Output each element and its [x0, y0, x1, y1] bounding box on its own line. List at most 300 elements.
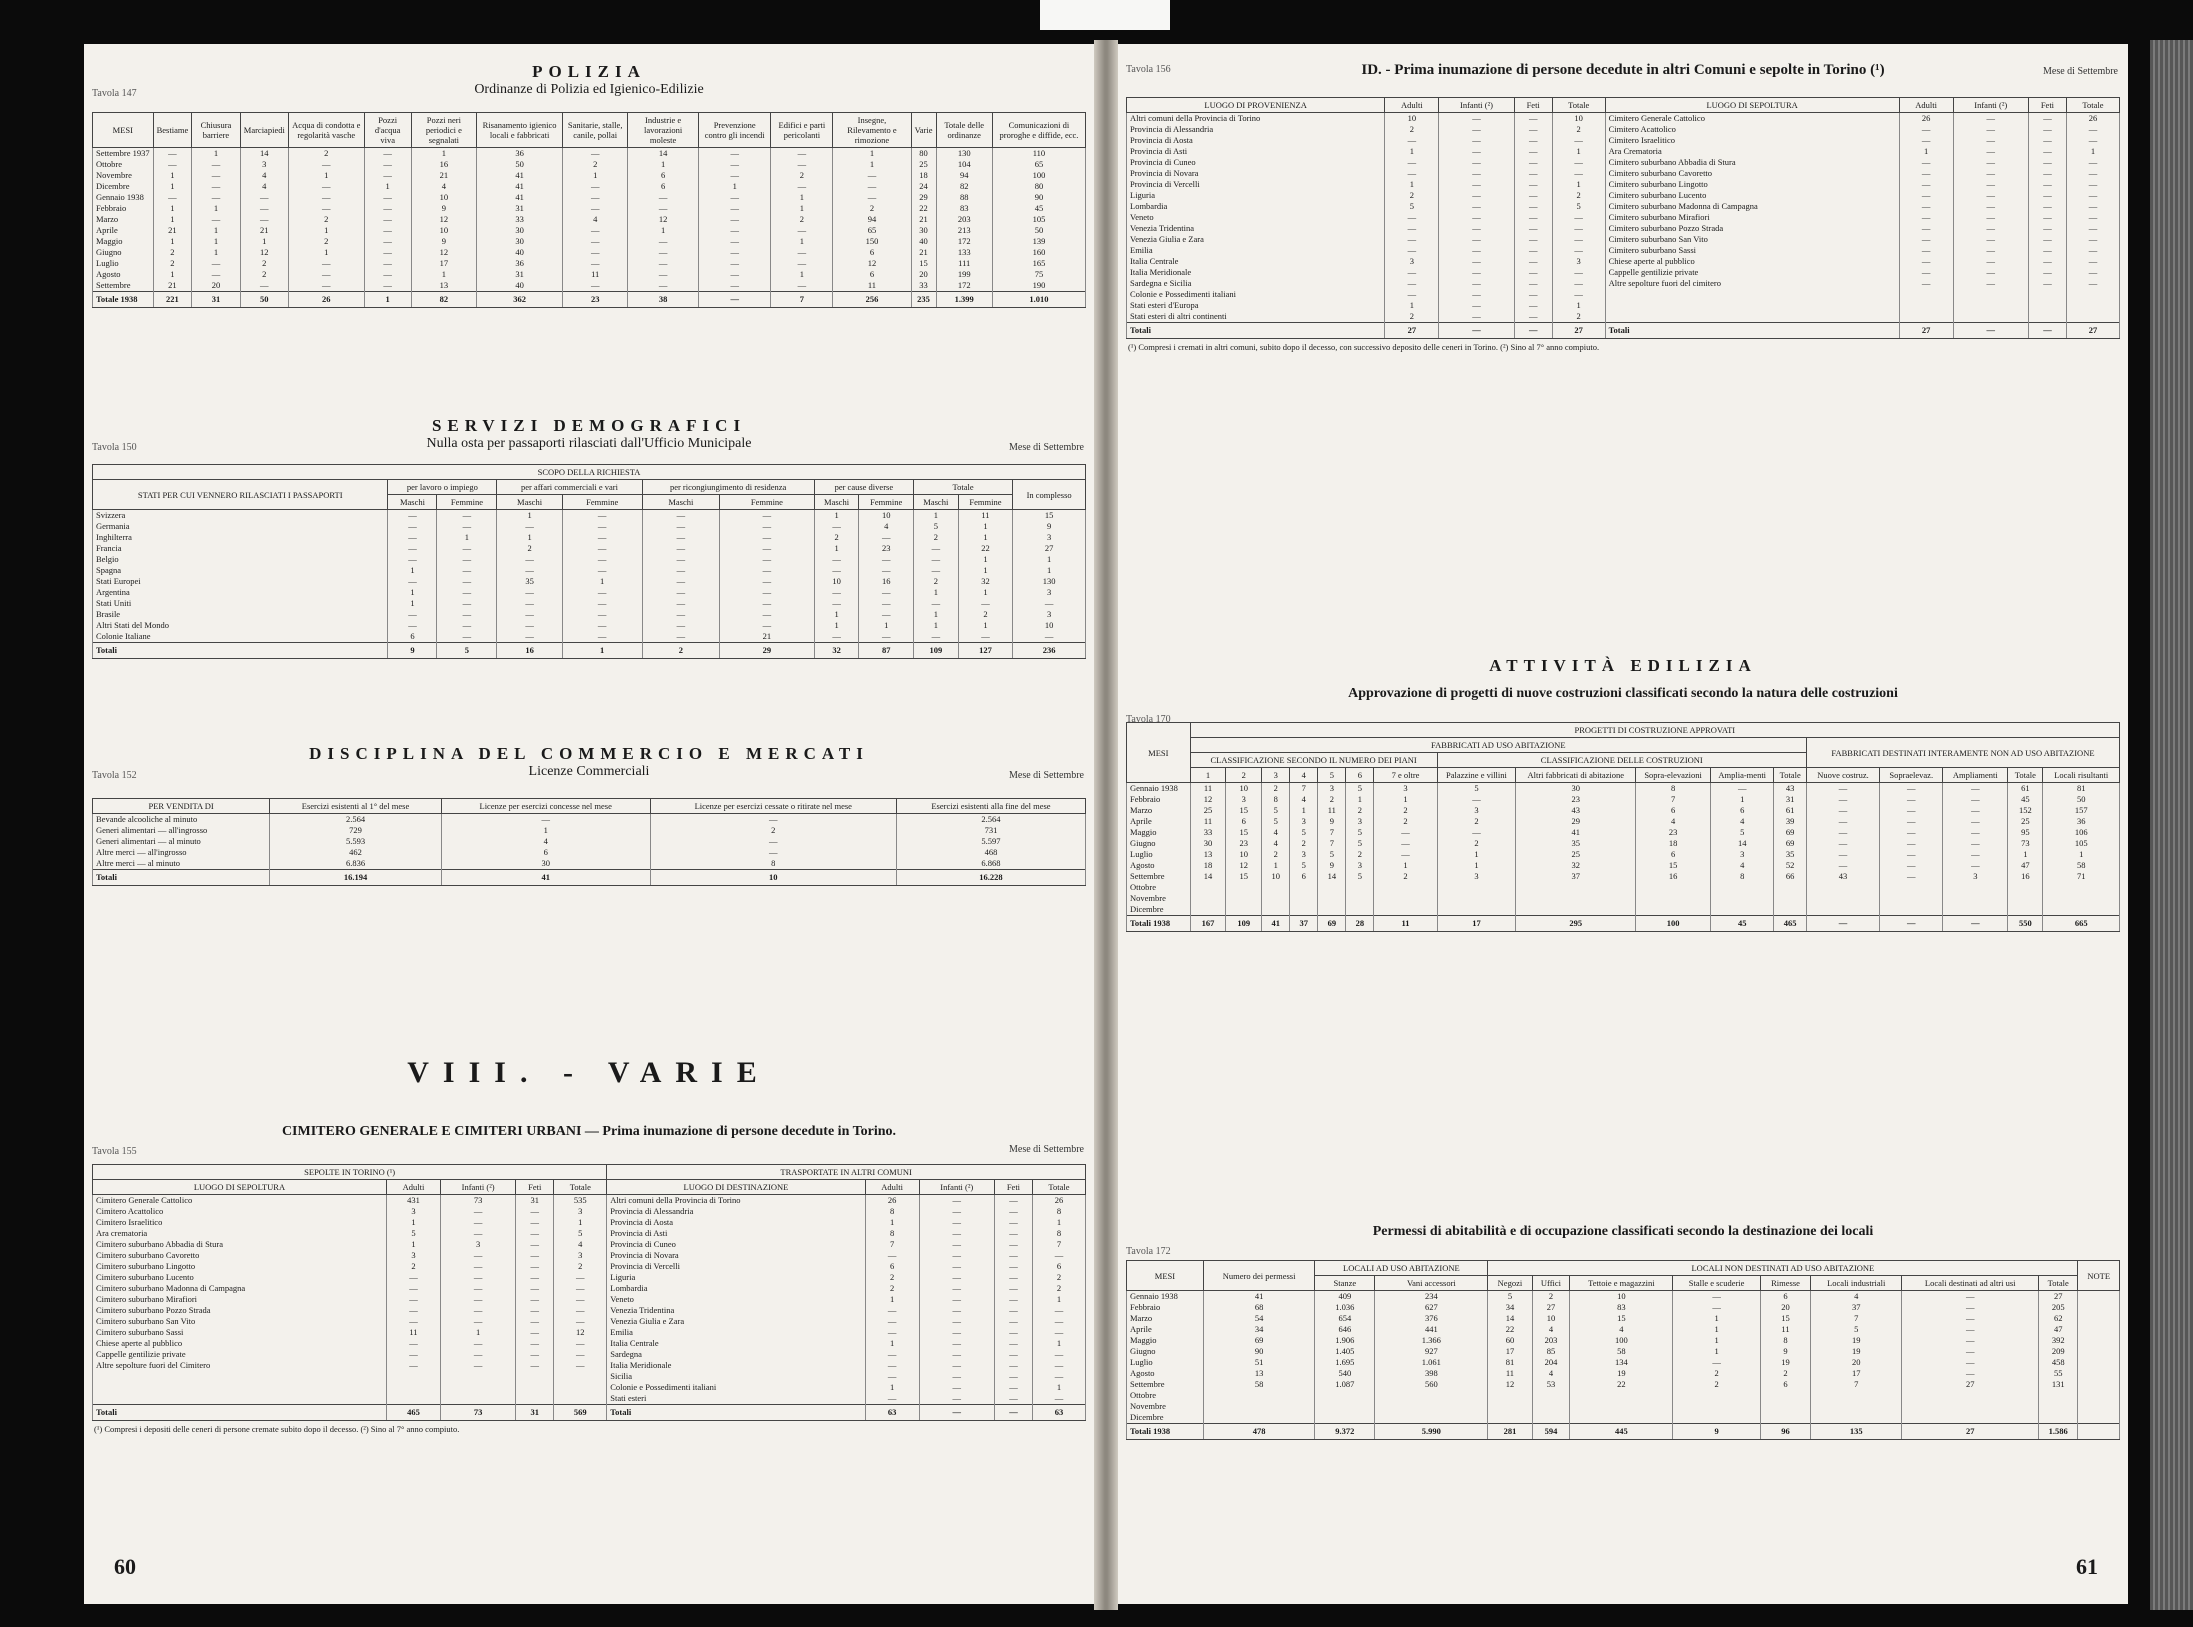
table-cell: — — [994, 1250, 1032, 1261]
table-cell: — — [1439, 157, 1514, 168]
table-cell: 1 — [1374, 860, 1437, 871]
table-row — [93, 1250, 1086, 1261]
row-label: Bevande alcooliche al minuto — [93, 814, 270, 826]
row-label: Provincia di Asti — [1127, 146, 1385, 157]
table-cell: 14 — [1488, 1313, 1532, 1324]
table-cell: — — [1673, 1357, 1761, 1368]
table-cell: — — [1899, 124, 1953, 135]
total-cell: 665 — [2043, 916, 2120, 932]
table-cell: — — [516, 1206, 554, 1217]
table-row — [93, 587, 1086, 598]
table-cell — [1943, 904, 2008, 916]
table-cell: 105 — [2043, 838, 2120, 849]
table-cell: 85 — [1532, 1346, 1570, 1357]
table-cell — [1262, 904, 1290, 916]
table-cell: 1 — [771, 192, 833, 203]
table-cell: — — [1439, 135, 1514, 146]
table-cell: 30 — [441, 858, 650, 870]
table-cell — [2078, 1291, 2120, 1303]
total-label: Totali 1938 — [1127, 1424, 1204, 1440]
total-cell: 63 — [1032, 1405, 1085, 1421]
table-cell: — — [563, 236, 628, 247]
table-cell: 13 — [411, 280, 477, 292]
table-cell: 1 — [1346, 794, 1374, 805]
table-cell: 2 — [497, 543, 562, 554]
table-cell: 54 — [1203, 1313, 1315, 1324]
row-label: Novembre — [1127, 893, 1191, 904]
table-cell: — — [994, 1393, 1032, 1405]
servizi-mese: Mese di Settembre — [1009, 442, 1084, 453]
table-cell: 16 — [859, 576, 914, 587]
row-label: Sardegna — [607, 1349, 865, 1360]
table-cell: 17 — [1811, 1368, 1902, 1379]
table-cell: 21 — [911, 247, 936, 258]
table-cell: — — [192, 269, 241, 280]
table-cell: 8 — [650, 858, 896, 870]
total-cell: 465 — [386, 1405, 440, 1421]
table-cell: 5 — [386, 1228, 440, 1239]
table-cell: 1 — [364, 181, 411, 192]
table-cell: 19 — [1760, 1357, 1810, 1368]
row-label: Ottobre — [93, 159, 154, 170]
table-cell: 65 — [992, 159, 1085, 170]
table-cell — [1374, 882, 1437, 893]
table-row — [93, 1327, 1086, 1338]
table-cell: — — [2028, 190, 2066, 201]
table-cell: — — [1880, 794, 1943, 805]
sex-header: Maschi — [642, 495, 720, 510]
table-cell — [1899, 311, 1953, 323]
table-cell: 14 — [1318, 871, 1346, 882]
table-cell: 2 — [288, 214, 364, 225]
table-cell: 27 — [1902, 1379, 2039, 1390]
column-header: LUOGO DI SEPOLTURA — [93, 1180, 387, 1195]
table-cell: 6 — [628, 170, 699, 181]
row-label: Febbraio — [1127, 1302, 1204, 1313]
table-cell: — — [437, 565, 497, 576]
table-cell: — — [192, 258, 241, 269]
table-cell: 17 — [1488, 1346, 1532, 1357]
table-cell: — — [1032, 1250, 1085, 1261]
inumazione-footnote: (¹) Compresi i cremati in altri comuni, subito dopo il decesso, con successivo deposito delle ceneri in Torino. (²) Sino al 7° anno compiuto. — [1128, 342, 1600, 352]
table-cell: 1 — [153, 214, 192, 225]
table-cell: 53 — [1532, 1379, 1570, 1390]
row-label: Emilia — [1127, 245, 1385, 256]
table-cell: — — [958, 631, 1013, 643]
row-label: Cimitero suburbano San Vito — [93, 1316, 387, 1327]
table-cell: — — [994, 1272, 1032, 1283]
table-cell: — — [1514, 289, 1552, 300]
table-cell: — — [1385, 168, 1439, 179]
table-cell: — — [1899, 135, 1953, 146]
table-cell: — — [642, 565, 720, 576]
table-cell: 3 — [554, 1206, 607, 1217]
table-cell — [516, 1382, 554, 1393]
column-header: Licenze per esercizi cessate o ritirate nel mese — [650, 799, 896, 814]
row-label: Cimitero suburbano Lingotto — [1605, 179, 1899, 190]
table-cell: — — [1439, 212, 1514, 223]
table-cell: — — [1514, 245, 1552, 256]
column-header: Amplia-menti — [1711, 768, 1774, 783]
row-label: Venezia Giulia e Zara — [1127, 234, 1385, 245]
table-cell — [2078, 1401, 2120, 1412]
table-cell: 2 — [1385, 124, 1439, 135]
polizia-table — [92, 112, 1086, 308]
table-cell: — — [388, 543, 437, 554]
table-cell: 1 — [958, 521, 1013, 532]
table-cell — [2008, 893, 2043, 904]
table-cell: 10 — [1226, 783, 1262, 795]
column-header: Pozzi d'acqua viva — [364, 113, 411, 148]
table-cell: 5 — [1346, 871, 1374, 882]
table-cell: — — [1902, 1324, 2039, 1335]
table-cell: — — [919, 1195, 994, 1207]
total-cell: 31 — [516, 1405, 554, 1421]
column-header: Industrie e lavorazioni moleste — [628, 113, 699, 148]
total-cell: — — [2028, 323, 2066, 339]
table-cell — [2066, 311, 2119, 323]
table-cell: 34 — [1488, 1302, 1532, 1313]
table-cell: — — [913, 554, 958, 565]
table-row — [93, 1305, 1086, 1316]
total-label: Totali — [93, 870, 270, 886]
table-row — [1127, 124, 2120, 135]
table-cell: 2 — [1262, 849, 1290, 860]
table-cell: — — [859, 587, 914, 598]
polizia-section — [84, 62, 1094, 308]
table-cell: — — [364, 192, 411, 203]
table-cell: 4 — [240, 170, 288, 181]
column-header: Uffici — [1532, 1276, 1570, 1291]
row-label: Sardegna e Sicilia — [1127, 278, 1385, 289]
table-cell: — — [516, 1294, 554, 1305]
table-cell — [2078, 1412, 2120, 1424]
table-cell: — — [1899, 223, 1953, 234]
column-header: Chiusura barriere — [192, 113, 241, 148]
table-cell: — — [919, 1338, 994, 1349]
table-cell: — — [2028, 234, 2066, 245]
row-label: Generi alimentari — all'ingrosso — [93, 825, 270, 836]
total-cell: 9 — [1673, 1424, 1761, 1440]
table-cell — [1437, 904, 1516, 916]
table-cell: 6 — [388, 631, 437, 643]
mesi-header: MESI — [1127, 723, 1191, 783]
table-cell: 50 — [992, 225, 1085, 236]
table-cell: — — [720, 598, 815, 609]
table-cell: 204 — [1532, 1357, 1570, 1368]
table-cell: — — [1880, 838, 1943, 849]
table-cell: — — [994, 1371, 1032, 1382]
table-cell: 1 — [1032, 1382, 1085, 1393]
table-cell: — — [1880, 816, 1943, 827]
table-cell — [2078, 1313, 2120, 1324]
table-cell: — — [2066, 190, 2119, 201]
table-cell: 33 — [1190, 827, 1226, 838]
table-cell: 4 — [1532, 1368, 1570, 1379]
table-cell: 12 — [1190, 794, 1226, 805]
table-cell: — — [441, 814, 650, 826]
table-cell: 6 — [1636, 805, 1711, 816]
row-label: Italia Meridionale — [607, 1360, 865, 1371]
table-row — [93, 1228, 1086, 1239]
row-label: Altri Stati del Mondo — [93, 620, 388, 631]
table-cell: — — [1552, 278, 1605, 289]
column-header: LUOGO DI SEPOLTURA — [1605, 98, 1899, 113]
table-cell: 2 — [1385, 311, 1439, 323]
table-cell: — — [642, 609, 720, 620]
table-cell: 5 — [1290, 827, 1318, 838]
table-cell: 6 — [1760, 1379, 1810, 1390]
table-cell: 4 — [563, 214, 628, 225]
table-cell: 7 — [1290, 783, 1318, 795]
table-cell: 45 — [992, 203, 1085, 214]
table-cell: — — [1374, 838, 1437, 849]
row-label: Italia Centrale — [1127, 256, 1385, 267]
table-cell: — — [994, 1349, 1032, 1360]
table-cell: 23 — [1636, 827, 1711, 838]
table-cell: 35 — [497, 576, 562, 587]
varie-heading-block — [84, 1056, 1094, 1090]
inumazione-tavola: Tavola 156 — [1126, 64, 1171, 75]
table-cell: — — [1374, 827, 1437, 838]
table-cell: 11 — [386, 1327, 440, 1338]
column-header: Totale — [1774, 768, 1807, 783]
total-cell: 63 — [865, 1405, 919, 1421]
table-cell: 83 — [1570, 1302, 1673, 1313]
sex-header: Maschi — [388, 495, 437, 510]
table-row — [1127, 1291, 2120, 1303]
servizi-tavola: Tavola 150 — [92, 442, 137, 453]
column-header: Rimesse — [1760, 1276, 1810, 1291]
inumazione-section — [1118, 62, 2128, 355]
table-cell: 11 — [1318, 805, 1346, 816]
table-cell: 5 — [554, 1228, 607, 1239]
table-row — [93, 620, 1086, 631]
table-cell: — — [1953, 256, 2028, 267]
table-cell: — — [698, 203, 771, 214]
table-cell: 1 — [958, 554, 1013, 565]
table-row — [1127, 783, 2120, 795]
table-cell: 2 — [1673, 1379, 1761, 1390]
table-row — [1127, 201, 2120, 212]
table-cell — [1488, 1401, 1532, 1412]
table-cell — [2028, 311, 2066, 323]
table-cell: 12 — [554, 1327, 607, 1338]
table-cell: — — [497, 587, 562, 598]
table-cell: 1 — [814, 543, 859, 554]
table-cell: — — [1385, 234, 1439, 245]
table-cell: 234 — [1375, 1291, 1488, 1303]
row-label: Settembre — [1127, 871, 1191, 882]
table-row — [93, 214, 1086, 225]
table-cell: — — [994, 1239, 1032, 1250]
table-cell: — — [153, 159, 192, 170]
progetti-header: PROGETTI DI COSTRUZIONE APPROVATI — [1190, 723, 2119, 738]
table-cell: — — [1439, 278, 1514, 289]
table-cell: 29 — [911, 192, 936, 203]
table-cell: — — [720, 576, 815, 587]
table-cell: 58 — [2043, 860, 2120, 871]
table-cell — [554, 1393, 607, 1405]
table-cell: — — [240, 214, 288, 225]
abitabilita-tavola: Tavola 172 — [1126, 1246, 1171, 1257]
table-cell: — — [1514, 190, 1552, 201]
table-cell: 5 — [1385, 201, 1439, 212]
table-cell: — — [1514, 146, 1552, 157]
commercio-section — [84, 744, 1094, 886]
table-cell: — — [364, 214, 411, 225]
row-label: Marzo — [1127, 805, 1191, 816]
table-cell: 1 — [192, 148, 241, 160]
total-cell: — — [1806, 916, 1879, 932]
row-label: Agosto — [1127, 860, 1191, 871]
table-row — [93, 1294, 1086, 1305]
table-row — [1127, 849, 2120, 860]
table-cell: — — [240, 203, 288, 214]
table-cell: — — [516, 1305, 554, 1316]
column-header: Feti — [994, 1180, 1032, 1195]
table-cell: 4 — [1711, 816, 1774, 827]
total-row — [1127, 323, 2120, 339]
table-cell: — — [1806, 816, 1879, 827]
table-cell: 15 — [1636, 860, 1711, 871]
column-header: Adulti — [1899, 98, 1953, 113]
table-row — [93, 814, 1086, 826]
table-cell: 22 — [1488, 1324, 1532, 1335]
table-cell: — — [562, 631, 642, 643]
table-row — [93, 847, 1086, 858]
total-cell: 69 — [1318, 916, 1346, 932]
table-cell: 2 — [563, 159, 628, 170]
table-cell — [2043, 893, 2120, 904]
table-cell: — — [771, 181, 833, 192]
table-cell: 2 — [865, 1283, 919, 1294]
table-cell: 40 — [477, 247, 563, 258]
left-page — [84, 44, 1094, 1604]
table-cell: 2 — [1290, 838, 1318, 849]
column-header: 1 — [1190, 768, 1226, 783]
table-cell: — — [388, 532, 437, 543]
column-header: 7 e oltre — [1374, 768, 1437, 783]
table-cell: — — [562, 609, 642, 620]
row-label: Belgio — [93, 554, 388, 565]
table-cell — [1899, 289, 1953, 300]
table-cell: 1 — [411, 148, 477, 160]
table-cell: 2 — [1552, 190, 1605, 201]
table-cell: — — [771, 247, 833, 258]
row-label: Ara Crematoria — [1605, 146, 1899, 157]
table-cell — [516, 1393, 554, 1405]
table-cell: 81 — [1488, 1357, 1532, 1368]
row-label: Provincia di Vercelli — [1127, 179, 1385, 190]
table-cell: 10 — [411, 225, 477, 236]
column-header: Edifici e parti pericolanti — [771, 113, 833, 148]
abitabilita-section — [1118, 1224, 2128, 1440]
table-cell: — — [554, 1338, 607, 1349]
table-cell — [1902, 1401, 2039, 1412]
table-cell: 3 — [240, 159, 288, 170]
table-cell — [1570, 1401, 1673, 1412]
total-cell: — — [994, 1405, 1032, 1421]
table-cell: — — [1899, 190, 1953, 201]
table-cell: — — [364, 258, 411, 269]
table-cell: 10 — [1385, 113, 1439, 125]
table-cell: 1.061 — [1375, 1357, 1488, 1368]
table-cell — [2039, 1390, 2078, 1401]
table-cell: — — [497, 598, 562, 609]
table-cell: 409 — [1315, 1291, 1375, 1303]
table-cell: — — [919, 1371, 994, 1382]
table-cell: 9 — [411, 203, 477, 214]
table-cell: 106 — [2043, 827, 2120, 838]
table-cell: — — [386, 1338, 440, 1349]
table-cell: 30 — [1516, 783, 1636, 795]
row-label: Lombardia — [607, 1283, 865, 1294]
table-row — [1127, 300, 2120, 311]
table-cell: — — [2066, 212, 2119, 223]
table-cell — [1532, 1401, 1570, 1412]
group-header: per lavoro o impiego — [388, 480, 497, 495]
table-cell: — — [1880, 827, 1943, 838]
table-cell — [2028, 300, 2066, 311]
table-cell: — — [1943, 849, 2008, 860]
total-cell: — — [1439, 323, 1514, 339]
table-row — [1127, 794, 2120, 805]
table-cell — [1488, 1412, 1532, 1424]
table-row — [1127, 1357, 2120, 1368]
table-cell — [2078, 1379, 2120, 1390]
table-cell: — — [1439, 179, 1514, 190]
table-row — [1127, 1313, 2120, 1324]
table-cell: 1 — [958, 587, 1013, 598]
table-cell: 30 — [477, 225, 563, 236]
table-cell: — — [437, 587, 497, 598]
table-row — [93, 1338, 1086, 1349]
table-row — [93, 269, 1086, 280]
row-label: Generi alimentari — al minuto — [93, 836, 270, 847]
table-cell: — — [364, 280, 411, 292]
table-cell: 32 — [1516, 860, 1636, 871]
table-cell: — — [859, 598, 914, 609]
table-row — [1127, 1346, 2120, 1357]
table-cell — [1290, 882, 1318, 893]
total-cell: 82 — [411, 292, 477, 308]
column-header: Acqua di condotta e regolarità vasche — [288, 113, 364, 148]
table-cell: 1 — [497, 510, 562, 522]
table-cell: — — [497, 554, 562, 565]
table-cell: 165 — [992, 258, 1085, 269]
table-cell: 11 — [958, 510, 1013, 522]
table-cell: — — [1514, 278, 1552, 289]
table-cell: 19 — [1811, 1346, 1902, 1357]
table-cell: 1 — [386, 1217, 440, 1228]
table-cell: 3 — [386, 1206, 440, 1217]
scan-glare — [1040, 0, 1170, 30]
table-cell: — — [814, 565, 859, 576]
table-cell: 927 — [1375, 1346, 1488, 1357]
table-cell: 65 — [833, 225, 911, 236]
table-cell: 66 — [1774, 871, 1807, 882]
table-cell: — — [2028, 113, 2066, 125]
column-header: Infanti (²) — [441, 1180, 516, 1195]
permessi-header: Numero dei permessi — [1203, 1261, 1315, 1291]
total-cell: 256 — [833, 292, 911, 308]
row-label — [1605, 289, 1899, 300]
table-cell: — — [994, 1382, 1032, 1393]
table-cell: — — [441, 1316, 516, 1327]
table-cell: 17 — [411, 258, 477, 269]
row-label: Ara crematoria — [93, 1228, 387, 1239]
